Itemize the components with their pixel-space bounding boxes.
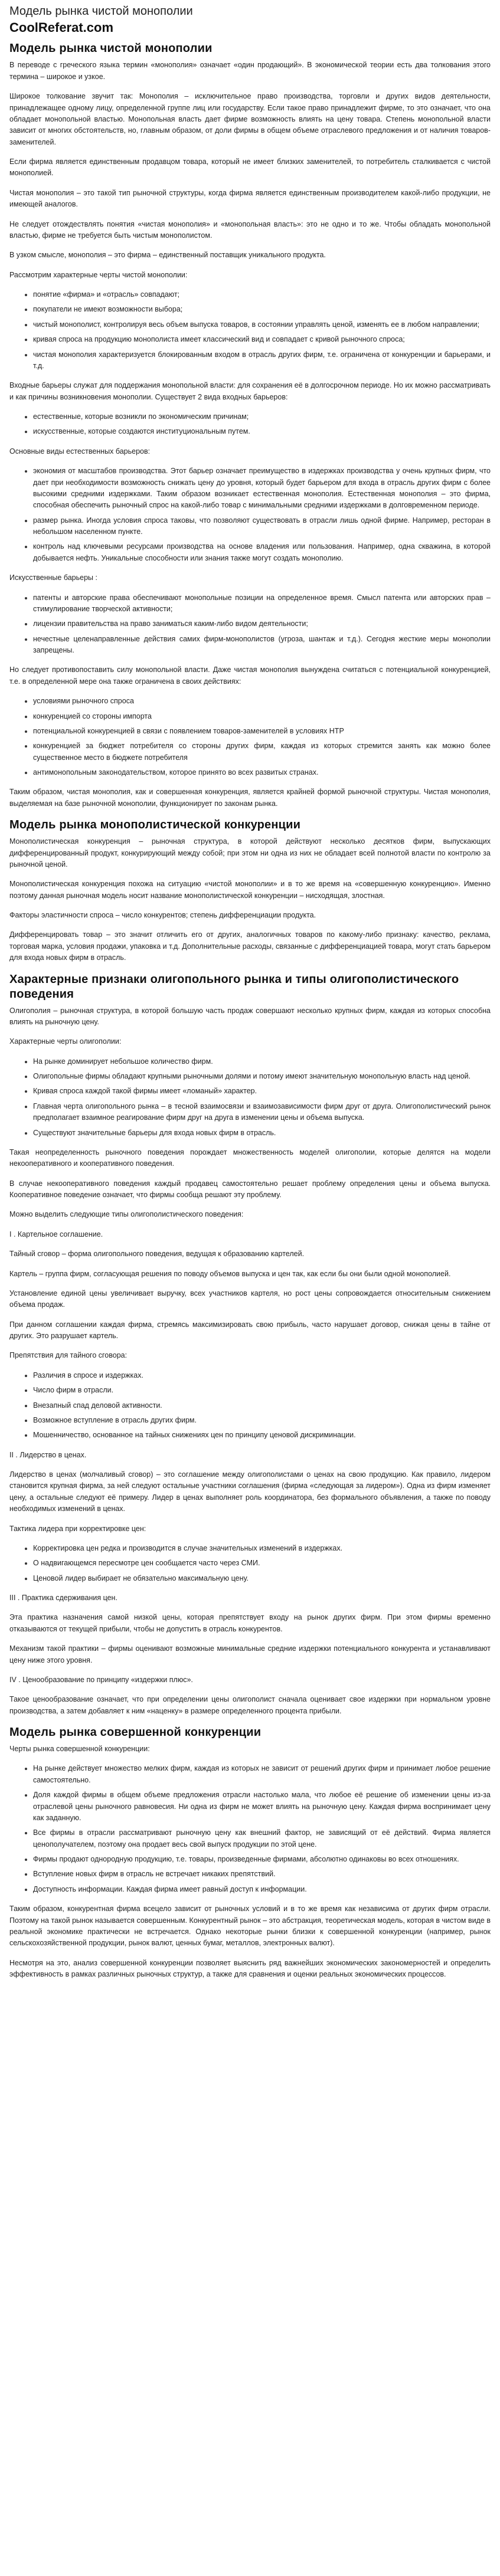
paragraph: Несмотря на это, анализ совершенной конкуренции позволяет выяснить ряд важнейших экономических закономерностей и определить эффективность в рамках различных рыночных структур, а также для сравнения и оценки реальных экономических процессов. [9, 1958, 491, 1979]
list-item: • нечестные целенаправленные действия самих фирм-монополистов (угроза, шантаж и т.д.). Сегодня жесткие меры монополии запрещены. [33, 634, 491, 657]
section-heading: Модель рынка совершенной конкуренции [9, 1726, 262, 1739]
paragraph: Факторы эластичности спроса – число конкурентов; степень дифференциации продукта. [9, 911, 316, 920]
section-heading: Характерные признаки олигопольного рынка и типы олигополистического поведения [9, 972, 459, 1001]
list-item: • Мошенничество, основанное на тайных снижениях цен по принципу ценовой дискриминации. [33, 1430, 491, 1441]
list-item: • Доля каждой фирмы в общем объеме предложения отрасли настолько мала, что любое её решение об изменении цены из-за отраслевой цены рыночного равновесия. Ни одна из фирм не может влиять на рыночную цену. Каждая фирма воспринимает цену как заданную. [33, 1790, 491, 1824]
list-item: • чистый монополист, контролируя весь объем выпуска товаров, в состоянии управлять ценой, изменять ее в любом направлении; [33, 319, 491, 330]
paragraph: Установление единой цены увеличивает выручку, всех участников картеля, но рост цены сопровождается относительным снижением объема продаж. [9, 1289, 491, 1309]
list-item: • искусственные, которые создаются институциональным путем. [33, 426, 491, 437]
paragraph: Такая неопределенность рыночного поведения порождает множественность моделей олигополии, которые делятся на модели некооперативного и кооперативного поведения. [9, 1148, 491, 1168]
bullet-list [9, 466, 491, 564]
paragraph: Дифференцировать товар – это значит отличить его от других, аналогичных товаров по какому-либо признаку: качество, реклама, торговая марка, условия продажи, упаковка и т.д. Дополнительные расходы, связанные с дифференциацией товара, могут стать барьером для входа новых фирм в отрасль. [9, 930, 491, 962]
list-item: • экономия от масштабов производства. Этот барьер означает преимущество в издержках производства у очень крупных фирм, что дает при необходимости возможность снижать цену до уровня, который будет барьером для входа в отрасль других фирм с более высокими средними издержками. Таким образом возникает естественная монополия. Естественная монополия – это фирма, способная обеспечить рыночный спрос на какой-либо товар с минимальными средними издержками в долговременном периоде. [33, 466, 491, 512]
paragraph: I . Картельное соглашение. [9, 1230, 103, 1238]
section-heading: Модель рынка монополистической конкуренции [9, 818, 301, 832]
paragraph: II . Лидерство в ценах. [9, 1450, 87, 1459]
list-item: • кривая спроса на продукцию монополиста имеет классический вид и совпадает с кривой рыночного спроса; [33, 334, 491, 345]
tab-title: Модель рынка чистой монополии [9, 5, 193, 18]
paragraph: Тактика лидера при корректировке цен: [9, 1524, 146, 1533]
bullet-list [9, 1370, 491, 1441]
paragraph: Монополистическая конкуренция – рыночная структура, в которой действуют несколько десятков фирм, выпускающих дифференцированный продукт, конкурирующий между собой; при этом ни одна из них не обладает всей полнотой власти по контролю за рыночной ценой. [9, 837, 491, 869]
list-item: • Число фирм в отрасли. [33, 1385, 491, 1396]
paragraph: Искусственные барьеры : [9, 573, 97, 582]
paragraph: Препятствия для тайного сговора: [9, 1351, 128, 1360]
list-item: • Корректировка цен редка и производится в случае значительных изменений в издержках. [33, 1543, 491, 1554]
bullet-list [9, 696, 491, 778]
paragraph: Такое ценообразование означает, что при определении цены олигополист сначала оценивает свое издержки при нормальном уровне производства, а затем добавляет к ним «наценку» в размере определенного процента прибыли. [9, 1695, 491, 1715]
paragraph: Картель – группа фирм, согласующая решения по поводу объемов выпуска и цен так, как если бы они были одной монополией. [9, 1269, 451, 1278]
paragraph: Входные барьеры служат для поддержания монопольной власти: для сохранения её в долгосрочном периоде. Но их можно рассматривать и как причины возникновения монополии. Существует 2 вида входных барьеров: [9, 381, 491, 401]
list-item: • Существуют значительные барьеры для входа новых фирм в отрасль. [33, 1128, 491, 1139]
paragraph: Можно выделить следующие типы олигополистического поведения: [9, 1210, 244, 1219]
list-item: • потенциальной конкуренцией в связи с появлением товаров-заменителей в условиях НТР [33, 726, 491, 737]
article-body [9, 41, 491, 1980]
list-item: • покупатели не имеют возможности выбора; [33, 304, 491, 315]
paragraph: В узком смысле, монополия – это фирма – единственный поставщик уникального продукта. [9, 251, 326, 260]
bullet-list [9, 1543, 491, 1584]
list-item: • понятие «фирма» и «отрасль» совпадают; [33, 289, 491, 300]
paragraph: Таким образом, чистая монополия, как и совершенная конкуренция, является крайней формой рыночной структуры. Чистая монополия, выделяемая на базе рыночной монополии, функционирует по законам рынка. [9, 788, 491, 808]
list-item: • конкуренцией со стороны импорта [33, 711, 491, 722]
paragraph: В переводе с греческого языка термин «монополия» означает «один продающий». В экономической теории есть два толкования этого термина – широкое и узкое. [9, 61, 491, 81]
list-item: • На рынке действует множество мелких фирм, каждая из которых не зависит от решений других фирм и принимает любое решение самостоятельно. [33, 1763, 491, 1786]
paragraph: Рассмотрим характерные черты чистой монополии: [9, 270, 188, 279]
bullet-list [9, 1763, 491, 1895]
list-item: • конкуренцией за бюджет потребителя со стороны других фирм, каждая из которых стремится занять как можно более существенное место в бюджете потребителя [33, 740, 491, 763]
list-item: • Ценовой лидер выбирает не обязательно максимальную цену. [33, 1573, 491, 1584]
bullet-list [9, 411, 491, 438]
list-item: • Вступление новых фирм в отрасль не встречает никаких препятствий. [33, 1869, 491, 1880]
list-item: • Олигопольные фирмы обладают крупными рыночными долями и потому имеют значительную монопольную власть над ценой. [33, 1071, 491, 1082]
list-item: • Возможное вступление в отрасль других фирм. [33, 1415, 491, 1426]
paragraph: Черты рынка совершенной конкуренции: [9, 1745, 150, 1754]
paragraph: Не следует отождествлять понятия «чистая монополия» и «монопольная власть»: это не одно и то же. Чтобы обладать монопольной властью, фирме не требуется быть чистым монополистом. [9, 219, 491, 240]
list-item: • Доступность информации. Каждая фирма имеет равный доступ к информации. [33, 1884, 491, 1895]
list-item: • Кривая спроса каждой такой фирмы имеет «ломаный» характер. [33, 1086, 491, 1097]
bullet-list [9, 289, 491, 372]
paragraph: Если фирма является единственным продавцом товара, который не имеет близких заменителей, то потребитель сталкивается с чистой монополией. [9, 158, 491, 178]
list-item: • чистая монополия характеризуется блокированным входом в отрасль других фирм, т.е. ограничена от конкуренции и барьерами, и т.д. [33, 349, 491, 372]
paragraph: Широкое толкование звучит так: Монополия – исключительное право производства, торговли и других видов деятельности, принадлежащее одному лицу, определенной группе лиц или государству. Если такое право принадлежит фирме, то это означает, что она обладает монопольной властью. Монопольная власть дает фирме возможность влиять на цену товара. Степень монопольной власти зависит от многих обстоятельств, но, главным образом, от доли фирмы в общем объеме отраслевого предложения и от наличия товаров-заменителей. [9, 92, 491, 146]
list-item: • контроль над ключевыми ресурсами производства на основе владения или пользования. Например, одна скважина, в которой добывается нефть. Уникальные способности или знания также могут создать монополию. [33, 541, 491, 564]
bullet-list [9, 592, 491, 657]
paragraph: Таким образом, конкурентная фирма всецело зависит от рыночных условий и в то же время как независима от других фирм отрасли. Поэтому на такой рынок называется совершенным. Конкурентный рынок – это абстракция, теоретическая модель, которая в чистом виде в реальной экономике практически не встречается. Однако некоторые рынки близки к совершенной конкуренции (например, рынок сельскохозяйственной продукции, рынок валют, ценных бумаг, металлов, электронных валют). [9, 1905, 491, 1948]
paragraph: Лидерство в ценах (молчаливый сговор) – это соглашение между олигополистами о ценах на свою продукцию. Как правило, лидером становится крупная фирма, за ней следуют остальные участники соглашения (фирма «следующая за лидером»). Одна из фирм изменяет цену, а остальные следуют её примеру. Лидер в ценах выполняет роль координатора, без формального объявления, а также по поводу необходимых изменений в ценах. [9, 1470, 491, 1513]
paragraph: Характерные черты олигополии: [9, 1037, 122, 1046]
list-item: • естественные, которые возникли по экономическим причинам; [33, 411, 491, 422]
list-item: • лицензии правительства на право заниматься каким-либо видом деятельности; [33, 618, 491, 630]
list-item: • Различия в спросе и издержках. [33, 1370, 491, 1381]
section-heading: Модель рынка чистой монополии [9, 42, 213, 55]
bullet-list [9, 1056, 491, 1139]
list-item: • О надвигающемся пересмотре цен сообщается часто через СМИ. [33, 1558, 491, 1569]
paragraph: Эта практика назначения самой низкой цены, которая препятствует входу на рынок других фирм. При этом фирмы временно отказываются от текущей прибыли, чтобы не допустить в отрасль конкурентов. [9, 1613, 491, 1633]
paragraph: Олигополия – рыночная структура, в которой большую часть продаж совершают несколько крупных фирм, каждая из которых способна влиять на рыночную цену. [9, 1006, 491, 1026]
paragraph: Чистая монополия – это такой тип рыночной структуры, когда фирма является единственным производителем какой-либо продукции, не имеющей аналогов. [9, 188, 491, 209]
list-item: • условиями рыночного спроса [33, 696, 491, 707]
paragraph: Монополистическая конкуренция похожа на ситуацию «чистой монополии» и в то же время на «совершенную конкуренцию». Именно поэтому данная рыночная модель носит название монополистической конкуренции – нисходящая, злостная. [9, 880, 491, 900]
list-item: • размер рынка. Иногда условия спроса таковы, что позволяют существовать в отрасли лишь одной фирме. Например, ресторан в небольшом населенном пункте. [33, 515, 491, 538]
paragraph: Основные виды естественных барьеров: [9, 447, 151, 455]
paragraph: При данном соглашении каждая фирма, стремясь максимизировать свою прибыль, часто нарушает договор, снижая цены в тайне от других. Это разрушает картель. [9, 1320, 491, 1341]
paragraph: Механизм такой практики – фирмы оценивают возможные минимальные средние издержки потенциального конкурента и устанавливают цену ниже этого уровня. [9, 1644, 491, 1664]
list-item: • Фирмы продают однородную продукцию, т.е. товары, произведенные фирмами, абсолютно одинаковы во всех отношениях. [33, 1854, 491, 1865]
list-item: • Все фирмы в отрасли рассматривают рыночную цену как внешний фактор, не зависящий от её действий. Фирма является ценополучателем, поэтому она продает весь свой выпуск продукции по этой цене. [33, 1827, 491, 1850]
site-title[interactable]: CoolReferat.com [9, 20, 114, 35]
list-item: • На рынке доминирует небольшое количество фирм. [33, 1056, 491, 1067]
list-item: • Внезапный спад деловой активности. [33, 1400, 491, 1411]
list-item: • антимонопольным законодательством, которое принято во всех развитых странах. [33, 767, 491, 778]
paragraph: В случае некооперативного поведения каждый продавец самостоятельно решает проблему определения цены и объема выпуска. Кооперативное поведение означает, что фирмы сообща решают эту проблему. [9, 1179, 491, 1199]
paragraph: IV . Ценообразование по принципу «издержки плюс». [9, 1675, 193, 1684]
paragraph: Но следует противопоставить силу монопольной власти. Даже чистая монополия вынуждена считаться с потенциальной конкуренцией, т.е. в определенной мере она также ограничена в своих действиях: [9, 666, 491, 686]
paragraph: III . Практика сдерживания цен. [9, 1594, 117, 1602]
list-item: • патенты и авторские права обеспечивают монопольные позиции на определенное время. Смысл патента или авторских прав – стимулирование творческой активности; [33, 592, 491, 615]
paragraph: Тайный сговор – форма олигопольного поведения, ведущая к образованию картелей. [9, 1250, 305, 1258]
list-item: • Главная черта олигопольного рынка – в тесной взаимосвязи и взаимозависимости фирм друг от друга. Олигополистический рынок предполагает взаимное реагирование фирм друг на друга в изменении цены и объема выпуска. [33, 1101, 491, 1124]
